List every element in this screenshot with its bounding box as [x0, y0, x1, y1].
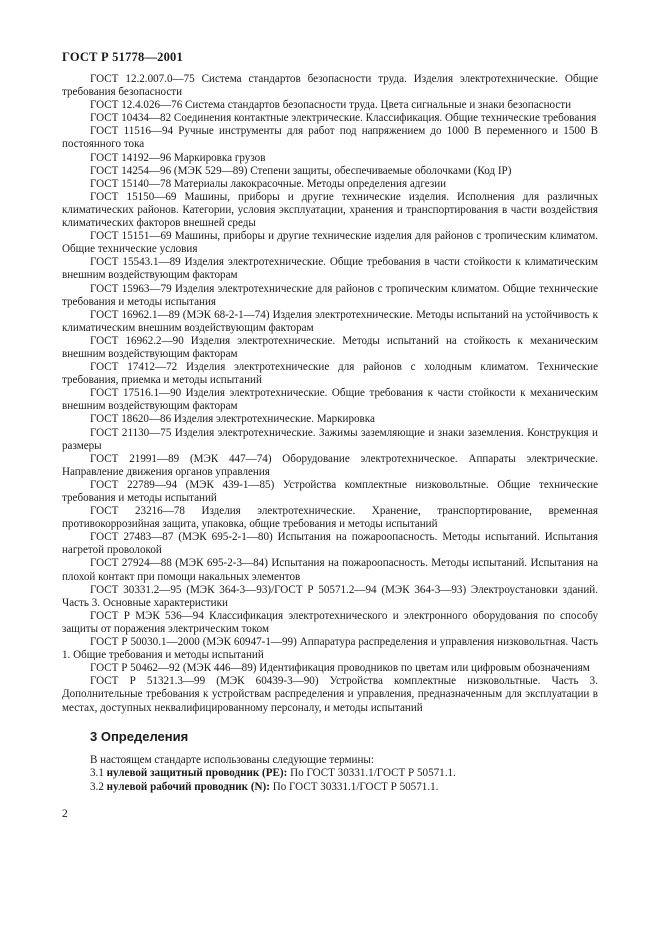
reference-item: ГОСТ Р 50462—92 (МЭК 446—89) Идентификация проводников по цветам или цифровым обозначениям [90, 662, 590, 675]
reference-item: ГОСТ 15543.1—89 Изделия электротехнические. Общие требования в части стойкости к климатическим внешним воздействующим факторам [62, 256, 598, 282]
reference-item: ГОСТ 11516—94 Ручные инструменты для работ под напряжением до 1000 В переменного и 1500 В постоянного тока [62, 125, 598, 151]
reference-item: ГОСТ 12.4.026—76 Система стандартов безопасности труда. Цвета сигнальные и знаки безопасности [90, 99, 572, 112]
reference-item: ГОСТ 15140—78 Материалы лакокрасочные. Методы определения адгезии [90, 177, 447, 190]
reference-item: ГОСТ 14192—96 Маркировка грузов [90, 151, 266, 164]
reference-item: ГОСТ 27924—88 (МЭК 695-2-3—84) Испытания на пожароопасность. Методы испытаний. Испытания на плохой контакт при помощи накальных элементов [62, 557, 598, 583]
reference-item: ГОСТ Р МЭК 536—94 Классификация электротехнического и электронного оборудования по способу защиты от поражения электрическим током [62, 609, 598, 635]
reference-item: ГОСТ 18620—86 Изделия электротехнические. Маркировка [90, 413, 375, 426]
reference-item: ГОСТ 22789—94 (МЭК 439-1—85) Устройства комплектные низковольтные. Общие технические требования и методы испытаний [62, 478, 598, 504]
reference-item: ГОСТ 27483—87 (МЭК 695-2-1—80) Испытания на пожароопасность. Методы испытаний. Испытания нагретой проволокой [62, 531, 598, 557]
reference-item: ГОСТ 10434—82 Соединения контактные электрические. Классификация. Общие технические требования [90, 112, 597, 125]
section-heading: 3 Определения [90, 729, 189, 744]
reference-item: ГОСТ 23216—78 Изделия электротехнические. Хранение, транспортирование, временная противокоррозийная защита, упаковка, общие требования и методы испытаний [62, 505, 598, 531]
document-header: ГОСТ Р 51778—2001 [62, 50, 183, 64]
page-number: 2 [62, 808, 68, 820]
reference-item: ГОСТ 15150—69 Машины, приборы и другие технические изделия. Исполнения для различных климатических районов. Категории, условия эксплуатации, хранения и транспортирования в части воздействия климатических факторов внешней среды [62, 190, 598, 230]
definitions-intro: В настоящем стандарте использованы следующие термины: [90, 754, 374, 766]
reference-item: ГОСТ Р 50030.1—2000 (МЭК 60947-1—99) Аппаратура распределения и управления низковольтная. Часть 1. Общие требования и методы испытаний [62, 636, 598, 662]
reference-item: ГОСТ Р 51321.3—99 (МЭК 60439-3—90) Устройства комплектные низковольтные. Часть 3. Дополнительные требования к устройствам распределения и управления, предназначенным для эксплуатации в местах, доступных неквалифицированному персоналу, и методы испытаний [62, 675, 598, 714]
reference-item: ГОСТ 17516.1—90 Изделия электротехнические. Общие требования к части стойкости к механическим внешним воздействующим факторам [62, 387, 598, 413]
definition-number: 3.1 [90, 767, 104, 780]
reference-item: ГОСТ 12.2.007.0—75 Система стандартов безопасности труда. Изделия электротехнические. Общие требования безопасности [62, 73, 598, 99]
reference-item: ГОСТ 16962.2—90 Изделия электротехнические. Методы испытаний на стойкость к механическим внешним воздействующим факторам [62, 334, 598, 360]
reference-item: ГОСТ 14254—96 (МЭК 529—89) Степени защиты, обеспечиваемые оболочками (Код IP) [90, 164, 512, 177]
reference-item: ГОСТ 30331.2—95 (МЭК 364-3—93)/ГОСТ Р 50571.2—94 (МЭК 364-3—93) Электроустановки зданий. Часть 3. Основные характеристики [62, 583, 598, 609]
definition-term: нулевой рабочий проводник (N): [106, 780, 270, 793]
definition-item [62, 767, 598, 780]
reference-item: ГОСТ 21130—75 Изделия электротехнические. Зажимы заземляющие и знаки заземления. Конструкция и размеры [62, 426, 598, 452]
definition-number: 3.2 [90, 780, 104, 793]
definition-term: нулевой защитный проводник (PE): [106, 767, 288, 780]
definition-item [62, 781, 598, 794]
reference-item: ГОСТ 21991—89 (МЭК 447—74) Оборудование электротехническое. Аппараты электрические. Направление движения органов управления [62, 452, 598, 478]
normative-references [62, 73, 598, 715]
definition-text: По ГОСТ 30331.1/ГОСТ Р 50571.1. [290, 767, 456, 780]
reference-item: ГОСТ 17412—72 Изделия электротехнические для районов с холодным климатом. Технические требования, приемка и методы испытаний [62, 361, 598, 387]
reference-item: ГОСТ 16962.1—89 (МЭК 68-2-1—74) Изделия электротехнические. Методы испытаний на устойчивость к климатическим внешним воздействующим факторам [62, 308, 598, 334]
reference-item: ГОСТ 15963—79 Изделия электротехнические для районов с тропическим климатом. Общие технические требования и методы испытания [62, 282, 598, 308]
definition-text: По ГОСТ 30331.1/ГОСТ Р 50571.1. [272, 780, 439, 793]
reference-item: ГОСТ 15151—69 Машины, приборы и другие технические изделия для районов с тропическим климатом. Общие технические условия [62, 230, 598, 256]
definitions-block [62, 754, 598, 794]
